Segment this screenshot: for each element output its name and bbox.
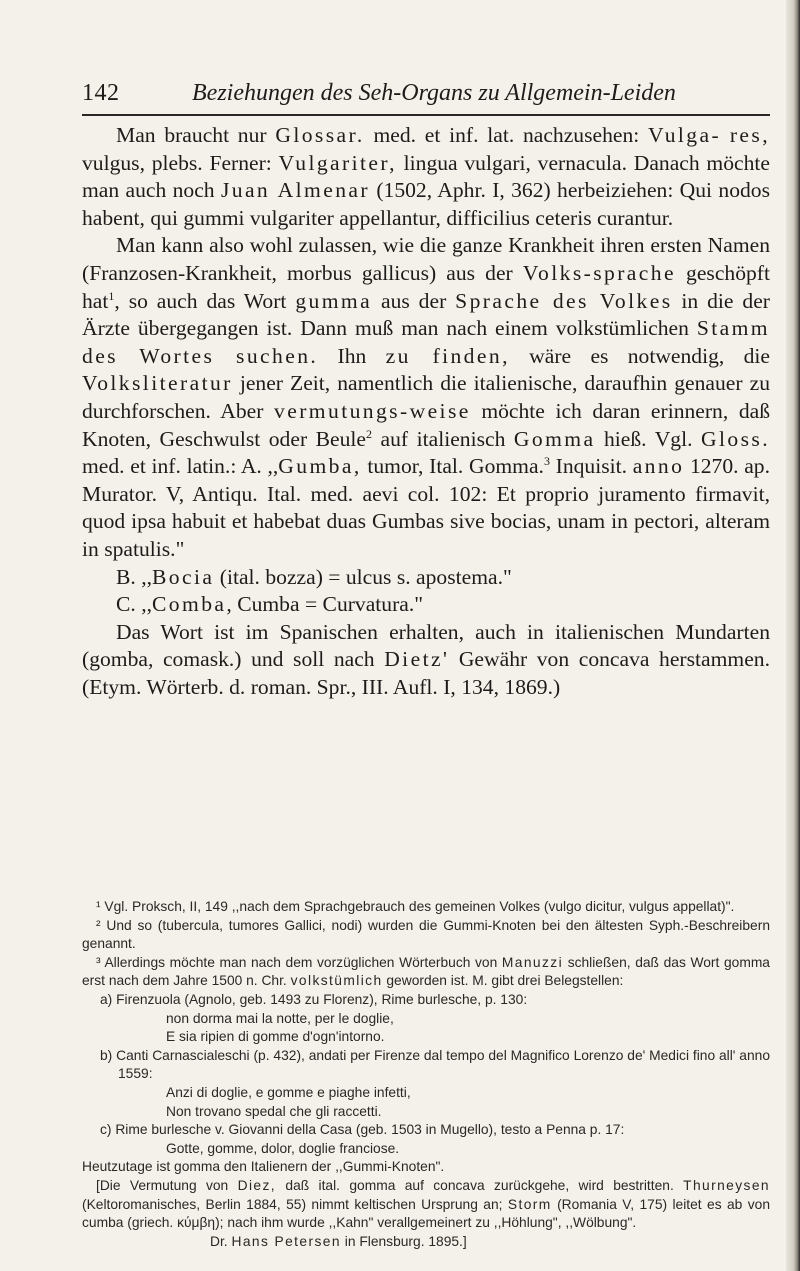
paragraph-bocia — [82, 564, 770, 592]
spaced-term: Glossar. — [275, 123, 365, 147]
spaced-term: Comba — [152, 592, 227, 617]
spaced-term: anno — [632, 454, 685, 479]
text-run: med. et inf. latin.: A. ,, — [82, 454, 279, 479]
spaced-term: res, — [729, 123, 771, 147]
quote-b-line-1: Anzi di doglie, e gomme e piaghe infetti, — [166, 1084, 411, 1100]
spaced-term: Juan Almenar — [220, 178, 371, 203]
running-head: Beziehungen des Seh-Organs zu Allgemein-Leiden — [192, 80, 676, 106]
spaced-term: Vulgariter, — [278, 150, 397, 175]
note-heutzutage: Heutzutage ist gomma den Italienern der ,,Gummi-Knoten". — [82, 1159, 445, 1175]
text-run: lingua vulgari, vernacula. Danach möchte man auch noch — [82, 150, 770, 203]
text-run: Inquisit. — [549, 454, 633, 479]
footnote-1: ¹ Vgl. Proksch, II, 149 ,,nach dem Sprachgebrauch des gemeinen Volkes (vulgo dicitur, vulgus appellat)". — [96, 899, 735, 914]
spaced-term: Manuzzi — [501, 954, 564, 970]
spaced-term: Thurneysen — [683, 1177, 770, 1193]
text-run: Das Wort ist im Spanischen erhalten, auch in italienischen Mundarten (gomba, comask.) und soll nach — [82, 619, 770, 672]
spaced-term: Dietz' — [384, 647, 450, 672]
spaced-term: Vulga- — [648, 123, 722, 147]
text-run: ³ Allerdings möchte man nach dem vorzüglichen Wörterbuch von — [96, 954, 502, 970]
spaced-term: Sprache des Volkes — [455, 288, 673, 313]
page-header — [82, 74, 772, 114]
quote-b-head: b) Canti Carnascialeschi (p. 432), andati per Firenze dal tempo del Magnifico Lorenzo de' Medici fino all' anno 1559: — [100, 1047, 770, 1082]
text-run: tumor, Ital. Gomma. — [361, 454, 544, 479]
page-edge-shadow — [786, 0, 800, 1271]
paragraph-glossar — [82, 122, 770, 232]
text-run: in die der Ärzte übergegangen ist. Dann muß man nach einem volkstümlichen — [82, 288, 770, 341]
footnote-ref: 1 — [108, 288, 115, 303]
paragraph-comba — [82, 591, 770, 619]
text-run: möchte ich daran erinnern, daß Knoten, Geschwulst oder Beule — [82, 398, 770, 451]
text-run: hieß. Vgl. — [595, 426, 701, 451]
footnote-2: ² Und so (tubercula, tumores Gallici, nodi) wurden die Gummi-Knoten bei den ältesten Syph.-Beschreibern genannt. — [82, 917, 770, 952]
text-run: aus der — [372, 288, 456, 313]
quote-b-line-2: Non trovano spedal che gli raccetti. — [166, 1103, 382, 1119]
spaced-term: Hans Petersen — [231, 1233, 341, 1249]
text-run: [Die Vermutung von — [96, 1177, 238, 1193]
footnotes — [82, 898, 770, 1251]
spaced-term: Volks-sprache — [522, 260, 676, 285]
text-run: in Flensburg. 1895.] — [340, 1233, 467, 1249]
text-run: Man kann also wohl zulassen, wie die ganze Krankheit ihren ersten Namen (Franzosen-Krankheit, morbus gallicus) aus der — [82, 233, 770, 285]
text-run: vulgus, plebs. Ferner: — [82, 150, 279, 175]
text-run: (Romania V, 175) leitet es ab von cumba (griech. κύμβη); nach ihm wurde ,,Kahn" verallgemeinert zu ,,Höhlung", ,,Wölbung". — [82, 1196, 770, 1231]
spaced-term: volkstümlich — [290, 973, 383, 989]
text-run: , so auch das Wort — [114, 288, 296, 313]
spaced-term: zu finden, — [385, 343, 510, 368]
text-run: daß ital. gomma auf concava zurückgehe, wird bestritten. — [276, 1177, 684, 1193]
text-run: C. ,, — [116, 592, 152, 617]
text-run: Gewähr von concava herstammen. (Etym. Wörterb. d. roman. Spr., III. Aufl. I, 134, 1869.) — [82, 647, 770, 699]
text-run: 1270. ap. Murator. V, Antiqu. Ital. med. aevi col. 102: Et proprio juramento firmavit, quod ipsa habuit et habebat duas Gumbas sive bocias, unam in pectori, alteram in spatulis." — [82, 454, 770, 561]
text-run: (Keltoromanisches, Berlin 1884, 55) nimmt keltischen Ursprung an; — [82, 1196, 508, 1212]
text-run: med. et inf. lat. nachzusehen: — [364, 123, 648, 147]
footnote-ref: 3 — [543, 453, 550, 468]
footnote-3 — [82, 954, 770, 991]
spaced-term: Diez, — [237, 1177, 277, 1193]
page-number: 142 — [82, 80, 120, 106]
spaced-term: Gomma — [513, 426, 596, 451]
text-run: B. ,, — [116, 564, 152, 589]
spaced-term: gumma — [295, 288, 373, 313]
paragraph-volkssprache — [82, 232, 770, 563]
quote-c-head: c) Rime burlesche v. Giovanni della Casa (geb. 1503 in Mugello), testo a Penna p. 17: — [100, 1122, 625, 1138]
paragraph-spanisch — [82, 619, 770, 702]
quote-a-head: a) Firenzuola (Agnolo, geb. 1493 zu Florenz), Rime burlesche, p. 130: — [100, 991, 528, 1007]
main-text — [82, 122, 770, 701]
text-run: , Cumba = Curvatura." — [226, 592, 424, 617]
header-rule — [82, 114, 770, 116]
text-run: geschöpft hat — [82, 260, 770, 313]
spaced-term: Storm — [507, 1196, 552, 1212]
text-run: Dr. — [210, 1233, 232, 1249]
text-run: jener Zeit, namentlich die italienische, daraufhin genauer zu durchforschen. Aber — [82, 371, 770, 423]
text-run: (1502, Aphr. I, 362) herbeiziehen: Qui nodos habent, qui gummi vulgariter appellantur, difficilius ceteris curantur. — [82, 178, 770, 230]
spaced-term: Stamm des Wortes suchen. — [82, 316, 770, 368]
text-run: Man braucht nur — [116, 123, 276, 147]
spaced-term: Gumba, — [278, 454, 362, 479]
spaced-term: Volksliteratur — [82, 371, 233, 396]
spaced-term: Bocia — [152, 564, 215, 589]
quote-c-line-1: Gotte, gomme, dolor, doglie franciose. — [166, 1140, 400, 1156]
spaced-term: vermutungs-weise — [274, 398, 471, 423]
note-editor — [82, 1177, 770, 1233]
text-run: (ital. bozza) = ulcus s. apostema." — [214, 564, 512, 589]
text-run: schließen, daß das Wort gomma erst nach dem Jahre 1500 n. Chr. — [82, 954, 770, 989]
text-run: wäre es notwendig, die — [509, 343, 770, 368]
footnote-ref: 2 — [366, 426, 373, 441]
quote-a-line-2: E sia ripien di gomme d'ogn'intorno. — [166, 1029, 385, 1045]
text-run: Ihn — [318, 343, 386, 368]
text-run: geworden ist. M. gibt drei Belegstellen: — [382, 973, 624, 989]
signature-line — [82, 1233, 770, 1252]
text-run: auf italienisch — [372, 426, 514, 451]
spaced-term: Gloss. — [701, 426, 770, 451]
quote-a-line-1: non dorma mai la notte, per le doglie, — [166, 1010, 394, 1026]
